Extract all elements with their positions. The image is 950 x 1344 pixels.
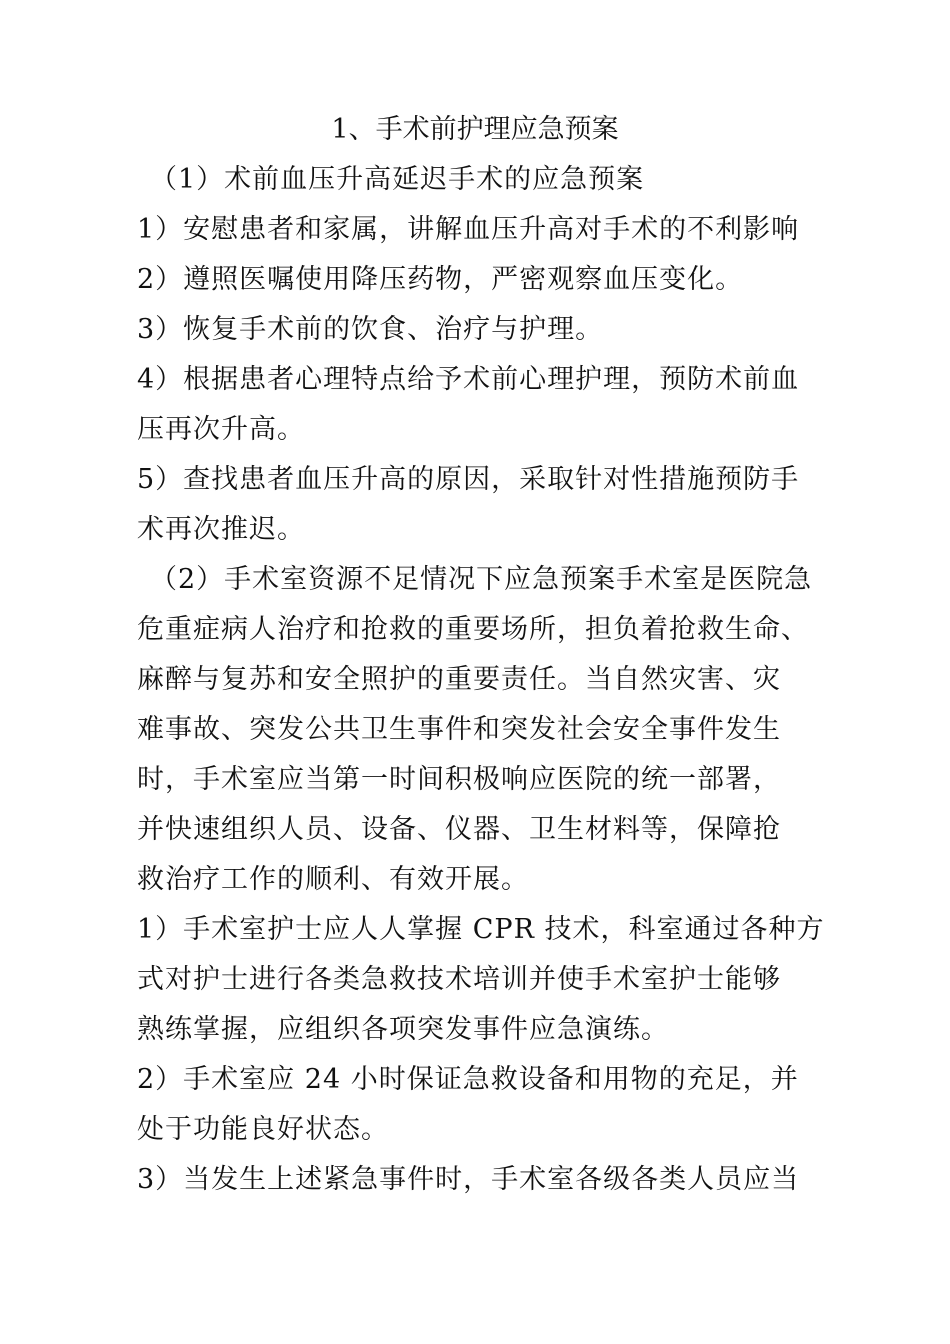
paragraph-line: 4）根据患者心理特点给予术前心理护理，预防术前血 [137, 364, 800, 395]
section-heading-1: （1）术前血压升高延迟手术的应急预案 [150, 164, 645, 195]
document-title: 1、手术前护理应急预案 [331, 114, 619, 145]
paragraph-line: 2）手术室应 24 小时保证急救设备和用物的充足，并 [137, 1064, 799, 1095]
paragraph-line: 术再次推迟。 [137, 514, 305, 545]
section-heading-2: （2）手术室资源不足情况下应急预案手术室是医院急 [150, 564, 813, 595]
paragraph-line: 1）安慰患者和家属，讲解血压升高对手术的不利影响 [137, 214, 800, 245]
paragraph-line: 麻醉与复苏和安全照护的重要责任。当自然灾害、灾 [137, 664, 781, 695]
paragraph-line: 5）查找患者血压升高的原因，采取针对性措施预防手 [137, 464, 800, 495]
paragraph-line: 3）当发生上述紧急事件时，手术室各级各类人员应当 [137, 1164, 800, 1195]
paragraph-line: 难事故、突发公共卫生事件和突发社会安全事件发生 [137, 714, 781, 745]
paragraph-line: 熟练掌握，应组织各项突发事件应急演练。 [137, 1014, 669, 1045]
paragraph-line: 时，手术室应当第一时间积极响应医院的统一部署， [137, 764, 781, 795]
paragraph-line: 压再次升高。 [137, 414, 305, 445]
paragraph-line: 3）恢复手术前的饮食、治疗与护理。 [137, 314, 604, 345]
paragraph-line: 并快速组织人员、设备、仪器、卫生材料等，保障抢 [137, 814, 781, 845]
paragraph-line: 式对护士进行各类急救技术培训并使手术室护士能够 [137, 964, 781, 995]
paragraph-line: 1）手术室护士应人人掌握 CPR 技术，科室通过各种方 [137, 914, 825, 945]
paragraph-line: 处于功能良好状态。 [137, 1114, 389, 1145]
paragraph-line: 2）遵照医嘱使用降压药物，严密观察血压变化。 [137, 264, 744, 295]
paragraph-line: 救治疗工作的顺利、有效开展。 [137, 864, 529, 895]
paragraph-line: 危重症病人治疗和抢救的重要场所，担负着抢救生命、 [137, 614, 809, 645]
